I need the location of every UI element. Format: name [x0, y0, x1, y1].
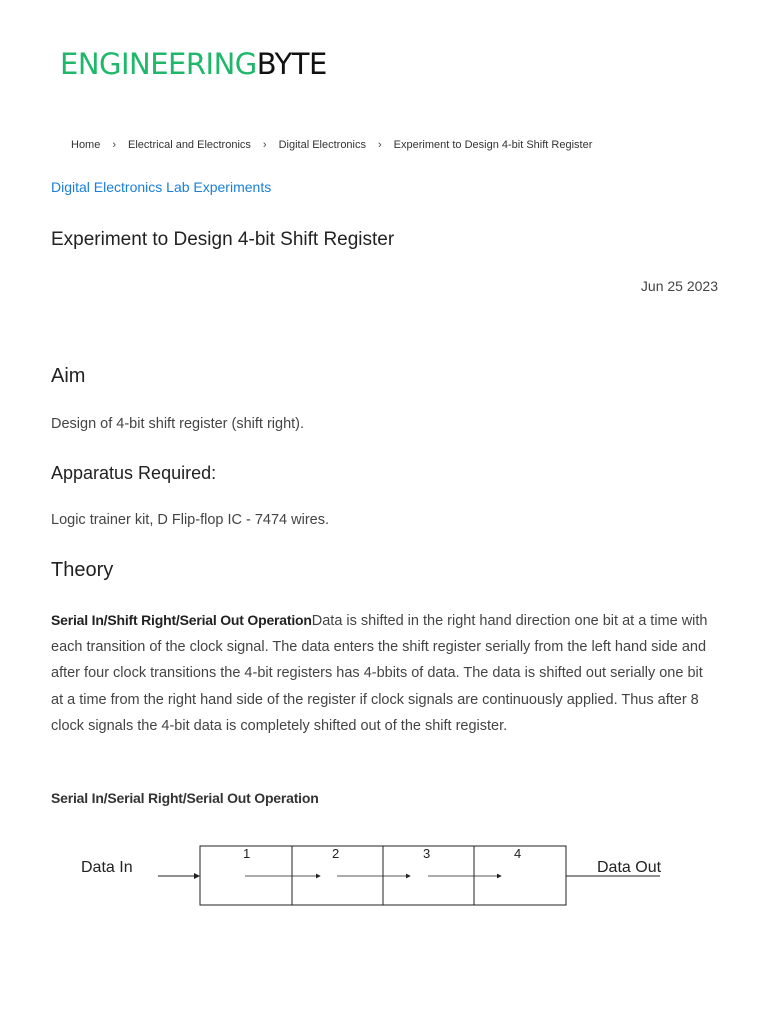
- figure-caption: Serial In/Serial Right/Serial Out Operation: [51, 790, 319, 806]
- breadcrumb: [71, 139, 592, 151]
- chevron-right-icon: ›: [378, 139, 382, 151]
- cell-label-4: 4: [514, 846, 522, 861]
- chevron-right-icon: ›: [262, 139, 267, 151]
- logo-part-engineering: ENGINEERING: [60, 47, 257, 81]
- logo-part-byte: BYTE: [256, 47, 327, 81]
- cell-label-2: 2: [332, 846, 340, 861]
- data-in-label: Data In: [81, 859, 133, 876]
- breadcrumb-home[interactable]: Home: [71, 139, 101, 151]
- aim-heading: Aim: [51, 365, 86, 387]
- shift-register-diagram: [0, 830, 768, 920]
- breadcrumb-digital-electronics[interactable]: Digital Electronics: [278, 139, 366, 151]
- page-title: Experiment to Design 4-bit Shift Register: [51, 229, 395, 250]
- cell-label-1: 1: [243, 846, 251, 861]
- theory-heading: Theory: [51, 559, 114, 581]
- cell-label-3: 3: [423, 846, 431, 861]
- aim-text: Design of 4-bit shift register (shift right).: [51, 416, 305, 432]
- category-link[interactable]: Digital Electronics Lab Experiments: [51, 179, 272, 195]
- theory-text: Data is shifted in the right hand direction one bit at a time with each transition of the clock signal. The data enters the shift register serially from the left hand side and after four clock transitions the 4-bit registers has 4-bbits of data. The data is shifted out serially one bit at a time from the right hand side of the register if clock signals are continuously applied. Thus after 8 clock signals the 4-bit data is completely shifted out of the shift register.: [51, 613, 708, 734]
- chevron-right-icon: ›: [112, 139, 117, 151]
- theory-bold-lead: Serial In/Shift Right/Serial Out Operation: [51, 612, 312, 628]
- data-out-label: Data Out: [597, 859, 662, 876]
- site-logo[interactable]: [60, 44, 327, 84]
- breadcrumb-electrical-and-electronics[interactable]: Electrical and Electronics: [128, 139, 251, 151]
- breadcrumb-current: Experiment to Design 4-bit Shift Register: [393, 139, 593, 151]
- publish-date: Jun 25 2023: [640, 278, 718, 294]
- theory-paragraph: [51, 607, 711, 739]
- apparatus-text: Logic trainer kit, D Flip-flop IC - 7474 wires.: [51, 512, 330, 528]
- apparatus-heading: Apparatus Required:: [51, 463, 217, 483]
